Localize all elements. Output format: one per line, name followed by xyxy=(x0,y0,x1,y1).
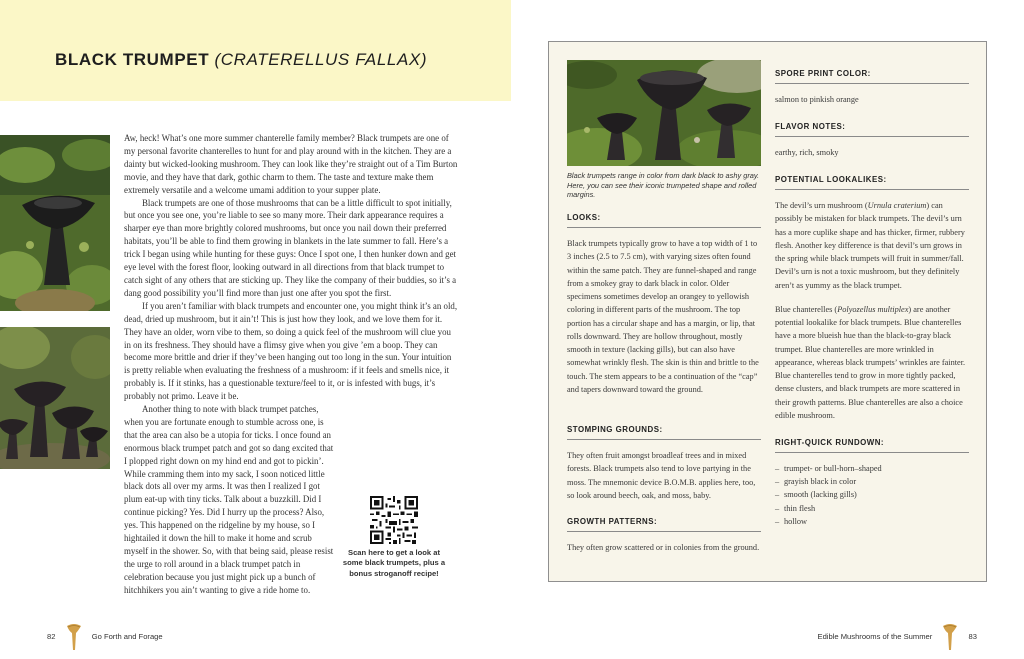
body-paragraph: Aw, heck! What’s one more summer chanterelle family member? Black trumpets are one of my personal favorite chanterelles to hunt for and play around with in the kitchen. They are a dainty but wicked-looking mushroom. They can look like they’re straight out of a Tim Burton movie, and they have that dark, gothic charm to them. The taste and texture make them extremely versatile and a welcome umami addition to your supper plate. xyxy=(124,133,458,195)
rundown-list xyxy=(775,462,969,528)
body-paragraph: Black trumpets are one of those mushrooms that can be a little difficult to spot initially, but once you see one, you’re liable to see so many more. Their dark appearance requires a sharper eye than more brightly colored mushrooms, but once you nail down their preferred habitats, you’ll be able to find them growing in blankets in the late summer to fall. Here’s a trick I began using while hunting for these guys: Once I spot one, I then hunker down and get eye level with the forest floor, looking outward in all directions from that black trumpet to catch sight of any others that are sticking up. They like the company of their buddies, so it’s a dang good possibility you’ll find more than just one after you spot the first. xyxy=(124,197,457,298)
title-common-name: BLACK TRUMPET xyxy=(55,50,210,69)
body-paragraph: Another thing to note with black trumpet patches, when you are fortunate enough to stumble across one, is that the area can also be a utopia for ticks. I once found an enormous black trumpet patch and got so dang excited that I plopped right down on my hind end and got to pickin’. While cramming them into my sack, I soon noticed little black dots all over my arms. It was then I realized I got plum eat-up with tiny ticks. Talk about a buzzkill. Did I continue picking? Yes. Did I hurry up the process? Also, yes. This happened on the ridgeline by my house, so I hightailed it down the hill to make it home and scrub myself in the shower. So, with that being said, please resist the urge to roll around in a black trumpet patch in celebration because you just might pick up a bunch of hitchhikers you ain’t wanting to give a ride home to. xyxy=(124,404,334,595)
page-number-right: 83 xyxy=(968,632,977,641)
rundown-item: – trumpet- or bull-horn–shaped xyxy=(775,462,969,475)
spore-print-text: salmon to pinkish orange xyxy=(775,95,859,104)
chanterelle-icon xyxy=(66,622,82,652)
section-name-left: Go Forth and Forage xyxy=(91,632,163,641)
page-title xyxy=(55,50,427,70)
black-trumpet-photo-cluster xyxy=(0,327,110,469)
rundown-item: – grayish black in color xyxy=(775,475,969,488)
growth-patterns-text: They often grow scattered or in colonies from the ground. xyxy=(567,543,760,552)
flavor-notes-text: earthy, rich, smoky xyxy=(775,148,839,157)
stomping-grounds-text: They often fruit amongst broadleaf trees and in mixed forests. Black trumpets also tend to love partying in the moss. The mnemonic device B.O.M.B. applies here, too, so look around beech, oak, and moss, baby. xyxy=(567,451,756,500)
looks-text: Black trumpets typically grow to have a top width of 1 to 3 inches (2.5 to 7.5 cm), with varying sizes often found within the same patch. They are funnel-shaped and range from a smokey gray to dark black in color. Older specimens sometimes develop an orangey to yellowish coloring in different parts of the mushroom. The top portion has a circular shape and has a margin, or lip, that rolls downward. They are hollow throughout, mostly smooth in texture (lacking gills), but can also have somewhat wrinkly flesh. The skin is thin and brittle to the touch. The stem appears to be a continuation of the “cap” and tapers downward toward the ground. xyxy=(567,239,759,394)
lookalike-devils-urn: The devil’s urn mushroom (Urnula craterium) can possibly be mistaken for black trumpets. The devil’s urn has a more cuplike shape and has thicker, firmer, rubbery flesh. Another key difference is that devil’s urn grows in the spring while black trumpets will fruit in summer/fall. Devil’s urn is not a toxic mushroom, but they definitely aren’t as yummy as the black trumpet. xyxy=(775,201,965,290)
info-sidebar xyxy=(548,41,987,582)
black-trumpet-photo-single xyxy=(0,135,110,311)
lookalike-blue-chanterelles: Blue chanterelles (Polyozellus multiplex) are another potential lookalike for black trumpets. Blue chanterelles have a more blueish hue than the black-to-gray black trumpet. Blue chanterelles are more wrinkled in appearance, whereas black trumpets’ wrinkles are fainter. Blue chanterelles tend to grow in more tightly packed, dense clusters, and black trumpets are more scattered in their growth patterns. Blue chanterelles are also a choice edible mushroom. xyxy=(775,304,966,420)
footer-left xyxy=(47,622,163,652)
qr-caption: Scan here to get a look at some black trumpets, plus a bonus stroganoff recipe! xyxy=(342,548,446,578)
stomping-grounds-heading: STOMPING GROUNDS: xyxy=(567,425,761,440)
rundown-item: – hollow xyxy=(775,515,969,528)
chanterelle-icon xyxy=(942,622,958,652)
flavor-notes-heading: FLAVOR NOTES: xyxy=(775,122,969,137)
section-name-right: Edible Mushrooms of the Summer xyxy=(817,632,933,641)
spore-print-heading: SPORE PRINT COLOR: xyxy=(775,69,969,84)
qr-block xyxy=(338,496,450,579)
rundown-item: – thin flesh xyxy=(775,502,969,515)
potential-lookalikes-heading: POTENTIAL LOOKALIKES: xyxy=(775,175,969,190)
growth-patterns-heading: GROWTH PATTERNS: xyxy=(567,517,761,532)
footer-right xyxy=(818,622,978,652)
potential-lookalikes-text xyxy=(775,199,969,422)
rundown-heading: RIGHT-QUICK RUNDOWN: xyxy=(775,438,969,453)
looks-heading: LOOKS: xyxy=(567,213,761,228)
rundown-item: – smooth (lacking gills) xyxy=(775,488,969,501)
body-paragraph: If you aren’t familiar with black trumpets and encounter one, you might think it’s an old, dead, dried up mushroom, but it ain’t! This is just how they look, and we love them for it. They have an older, worn vibe to them, so doing a quick feel of the mushroom will clue you in on its freshness. They should have a flimsy give when you give ’em a boop. They can become more brittle and drier if they’ve been hanging out too long in the sun. Your intuition is pretty reliable when evaluating the freshness of a mushroom: if it feels and smells nice, it probably is. If it stinks, has a questionable texture/feel to it, or is infested with bugs, it’s probably not primo. Leave it be. xyxy=(124,300,458,402)
sidebar-photo-caption: Black trumpets range in color from dark black to ashy gray. Here, you can see their iconic trumpeted shape and rolled margins. xyxy=(567,171,760,200)
title-latin-name: (CRATERELLUS FALLAX) xyxy=(214,50,428,69)
page-number-left: 82 xyxy=(47,632,56,641)
sidebar-photo xyxy=(567,60,761,166)
qr-code-icon[interactable] xyxy=(370,496,418,544)
